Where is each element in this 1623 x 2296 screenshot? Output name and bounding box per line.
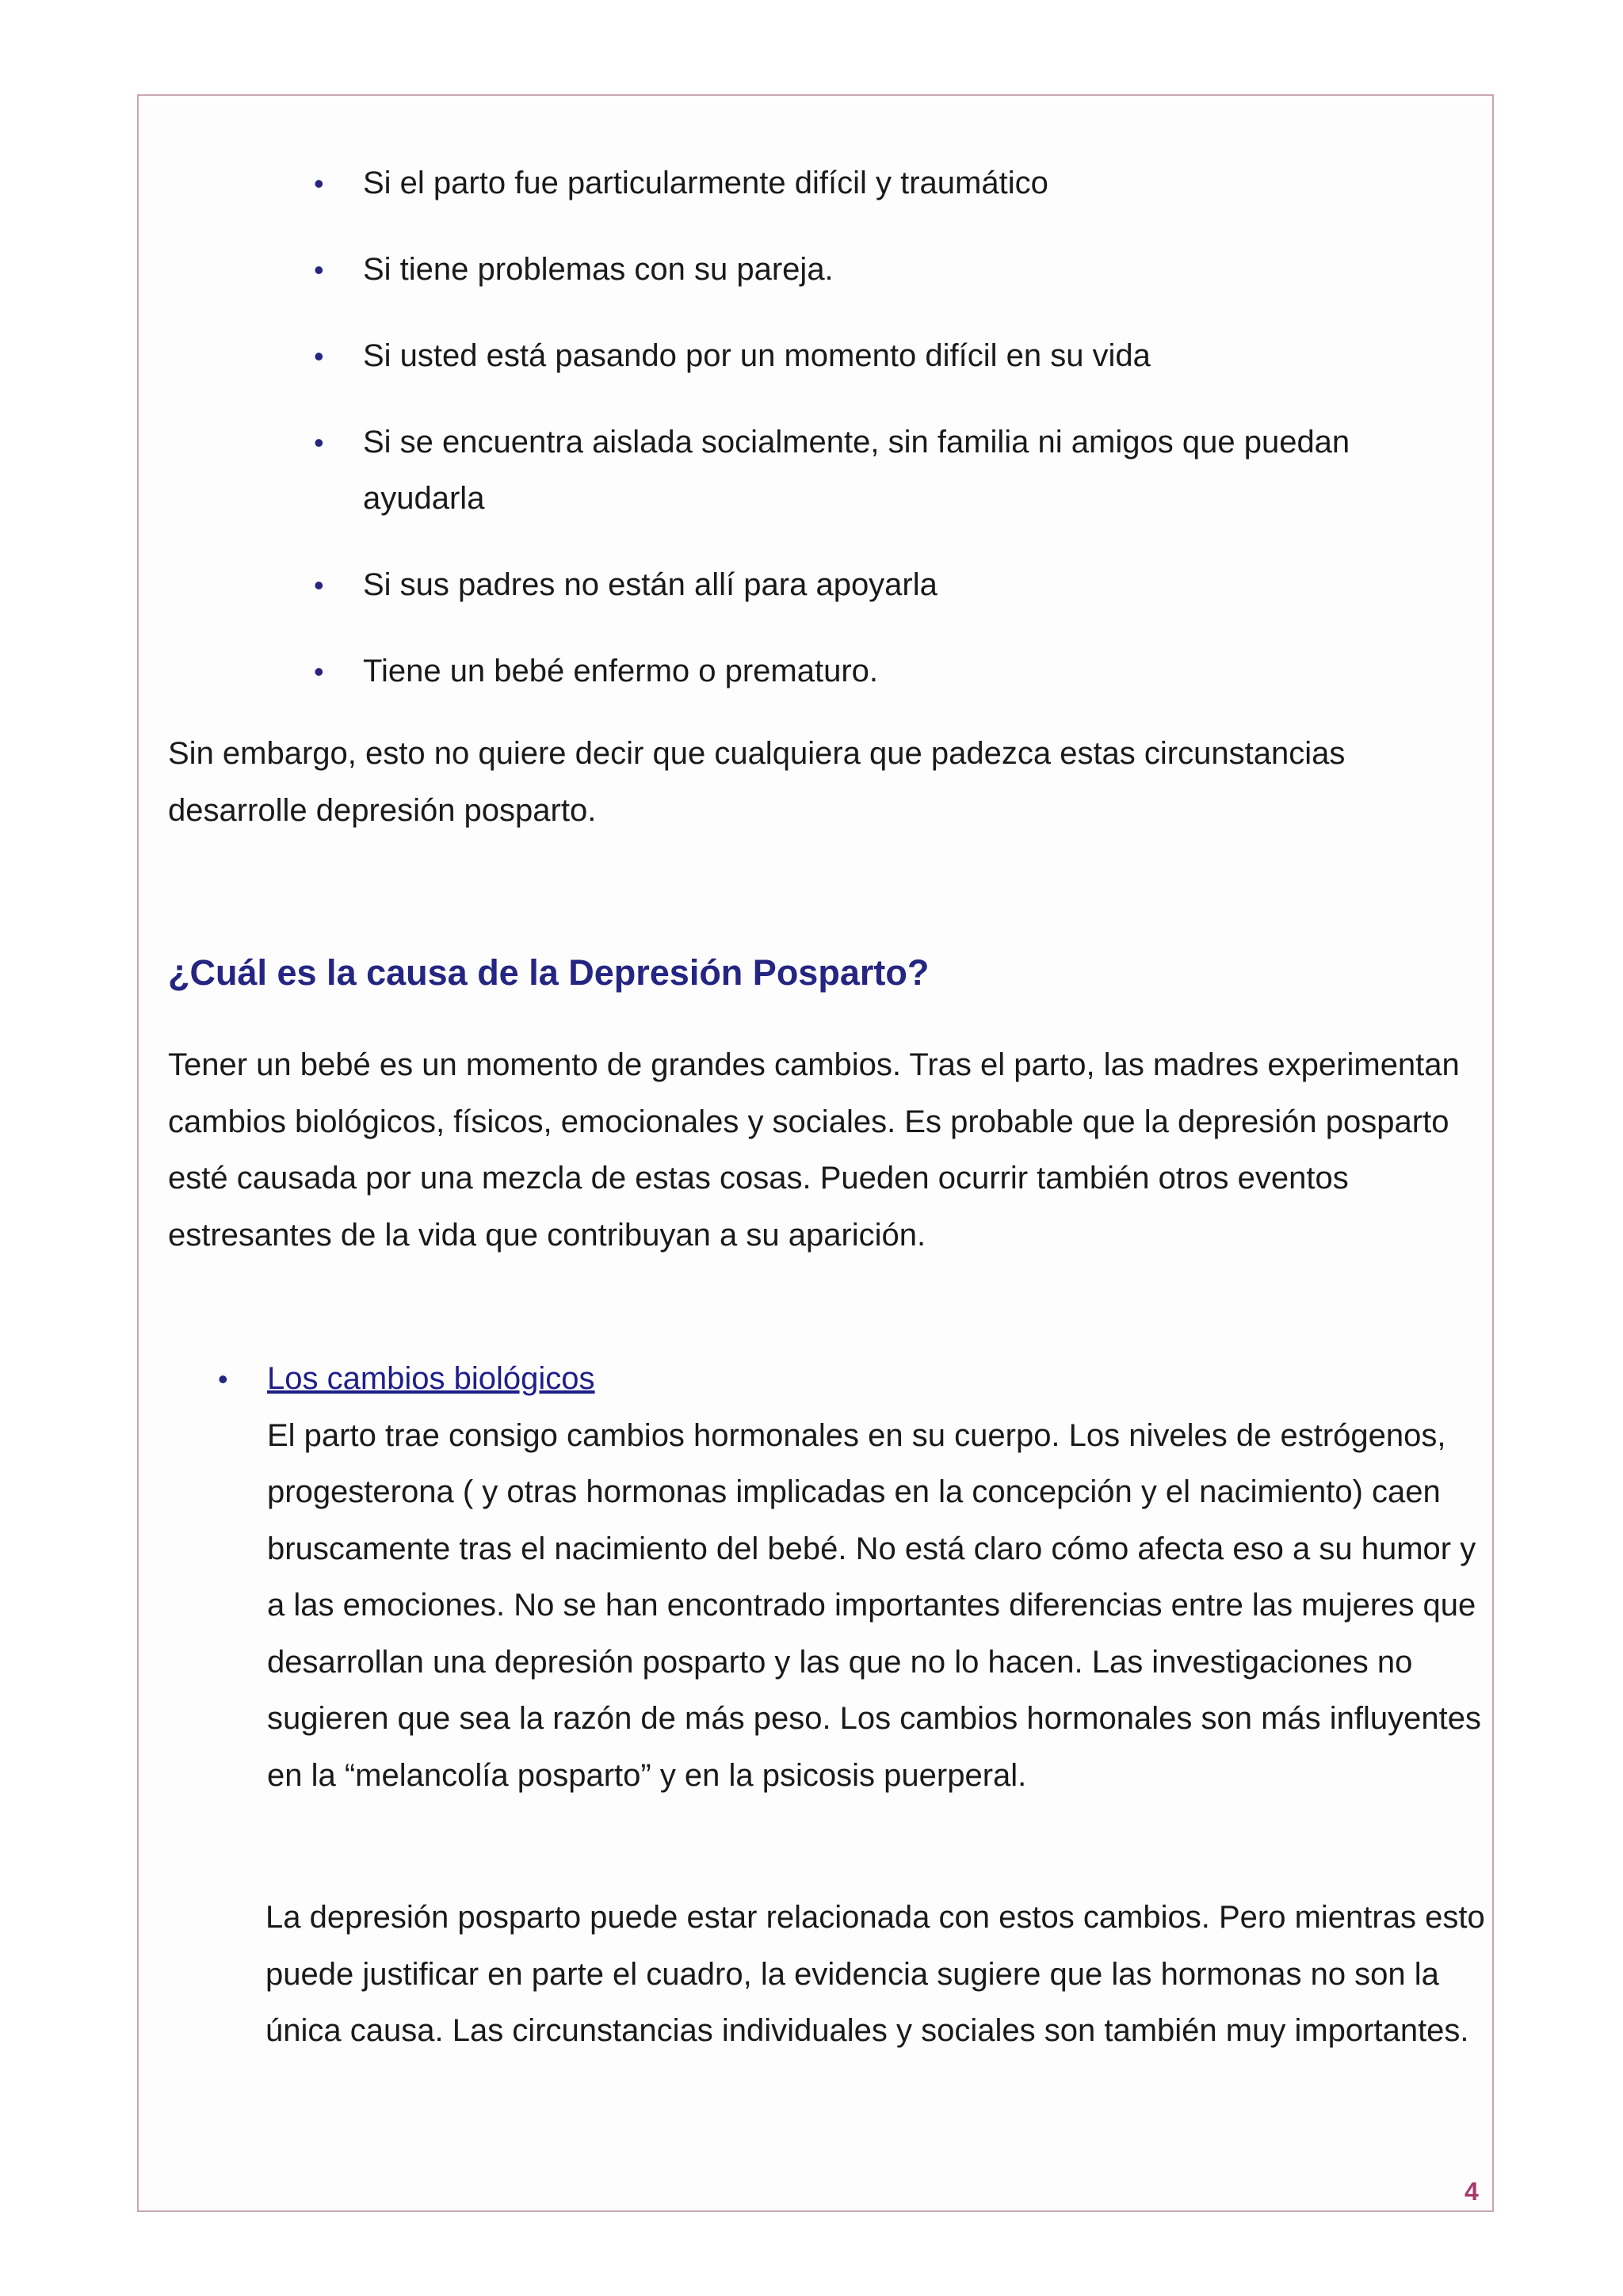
bullet-icon: •	[314, 167, 324, 200]
bullet-icon: •	[314, 340, 324, 372]
list-item	[314, 643, 1423, 700]
page-number: 4	[1465, 2177, 1479, 2206]
risk-factor-text: Si se encuentra aislada socialmente, sin familia ni amigos que puedan ayudarla	[363, 425, 1350, 516]
followup-paragraph: La depresión posparto puede estar relacionada con estos cambios. Pero mientras esto puede justificar en parte el cuadro, la evidencia sugiere que las hormonas no son la única causa. Las circunstancias individuales y sociales son también muy importantes.	[265, 1900, 1485, 2048]
bullet-icon: •	[314, 254, 324, 286]
bullet-icon: •	[218, 1363, 228, 1395]
risk-factor-text: Si usted está pasando por un momento difícil en su vida	[363, 338, 1151, 373]
risk-factor-list	[314, 155, 1423, 730]
list-item	[314, 328, 1423, 384]
list-item	[314, 155, 1423, 212]
section-heading: ¿Cuál es la causa de la Depresión Posparto?	[168, 952, 930, 993]
risk-factor-text: Si el parto fue particularmente difícil y traumático	[363, 166, 1048, 200]
risk-factor-text: Si tiene problemas con su pareja.	[363, 252, 834, 287]
intro-paragraph: Tener un bebé es un momento de grandes cambios. Tras el parto, las madres experimentan cambios biológicos, físicos, emocionales y sociales. Es probable que la depresión posparto esté causada por una mezcla de estas cosas. Pueden ocurrir también otros eventos estresantes de la vida que contribuyan a su aparición.	[168, 1047, 1460, 1253]
risk-factor-text: Si sus padres no están allí para apoyarla	[363, 567, 938, 602]
biological-changes-link[interactable]: Los cambios biológicos	[267, 1361, 595, 1396]
list-item	[314, 414, 1441, 527]
list-item	[314, 242, 1423, 298]
bullet-icon: •	[314, 426, 324, 459]
risk-factor-text: Tiene un bebé enfermo o prematuro.	[363, 654, 879, 688]
biological-changes-body: El parto trae consigo cambios hormonales en su cuerpo. Los niveles de estrógenos, progesterona ( y otras hormonas implicadas en la concepción y el nacimiento) caen bruscamente tras el nacimiento del bebé. No está claro cómo afecta eso a su humor y a las emociones. No se han encontrado importantes diferencias entre las mujeres que desarrollan una depresión posparto y las que no lo hacen. Las investigaciones no sugieren que sea la razón de más peso. Los cambios hormonales son más influyentes en la “melancolía posparto” y en la psicosis puerperal.	[267, 1417, 1481, 1793]
list-item	[314, 557, 1423, 613]
bullet-icon: •	[314, 569, 324, 601]
bullet-icon: •	[314, 655, 324, 688]
caveat-paragraph: Sin embargo, esto no quiere decir que cualquiera que padezca estas circunstancias desarrolle depresión posparto.	[168, 736, 1346, 828]
